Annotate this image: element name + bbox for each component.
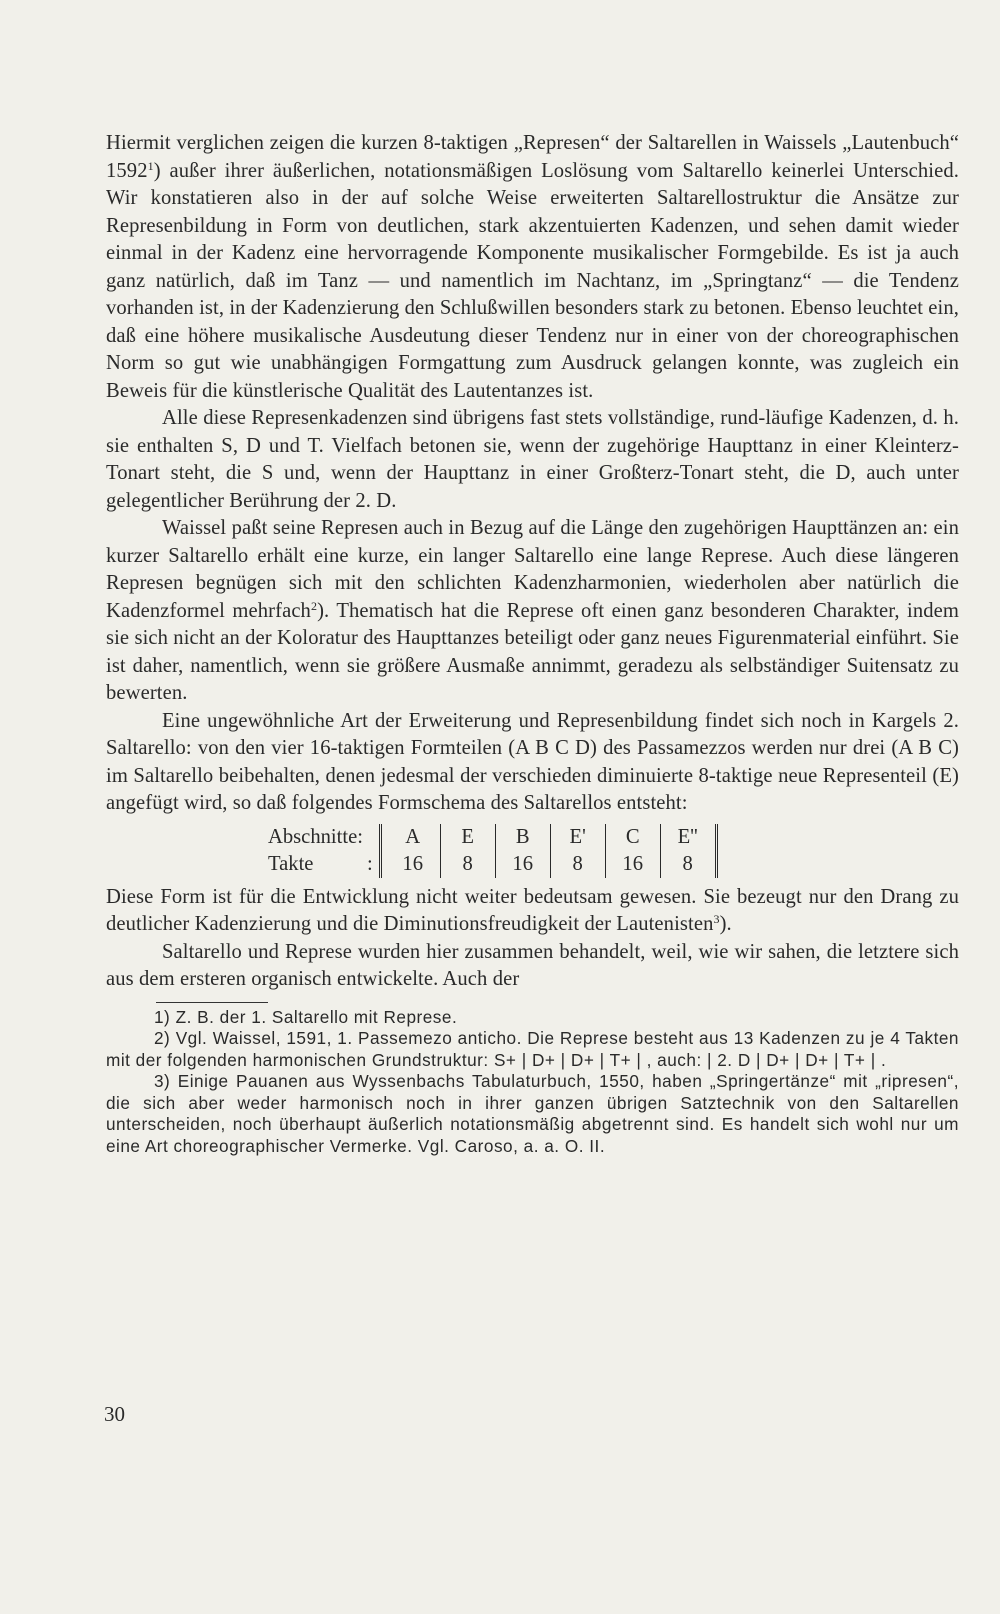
table-row-bars bbox=[268, 851, 716, 878]
paragraph-3-start: Waissel paßt seine Represen auch in Bezug auf die Länge den zugehörigen Haupttänzen an: ein kurzer Saltarello erhält eine kurze, ein langer Saltarello eine lange Represe. Auch diese längeren Represen begnügen sich mit den schlichten Kadenzharmonien, wiederholen aber natürlich die Kadenzformel mehrfach bbox=[106, 517, 959, 622]
footnote-ref-3: 3 bbox=[713, 912, 720, 926]
section-cell: E'' bbox=[660, 824, 716, 851]
footnote-ref-1: 1 bbox=[147, 158, 154, 173]
bars-cell: 8 bbox=[440, 851, 495, 878]
bars-cell: 16 bbox=[495, 851, 550, 878]
section-cell: E bbox=[440, 824, 495, 851]
table-row-sections bbox=[268, 824, 716, 851]
paragraph-1-start: Hiermit verglichen zeigen die kurzen 8-taktigen „Represen“ der Saltarellen in Waissels „Lautenbuch“ 1592 bbox=[106, 132, 959, 182]
paragraph-3 bbox=[106, 515, 959, 708]
footnote-2-text: Vgl. Waissel, 1591, 1. Passemezo anticho. Die Represe besteht aus 13 Kadenzen zu je 4 Takten mit der folgenden harmonischen Grundstruktur: S+ | D+ | D+ | T+ | , auch: | 2. D | D+ | D+ | T+ | . bbox=[106, 1028, 959, 1070]
row-colon: : bbox=[366, 852, 373, 875]
main-text bbox=[106, 130, 959, 1157]
bars-cell: 16 bbox=[605, 851, 660, 878]
bars-cell: 16 bbox=[386, 851, 441, 878]
page-number: 30 bbox=[104, 1402, 125, 1426]
paragraph-2: Alle diese Represenkadenzen sind übrigens fast stets vollständige, rund-läufige Kadenzen, d. h. sie enthalten S, D und T. Vielfach betonen sie, wenn der zugehörige Haupttanz in einer Kleinterz-Tonart steht, die S und, wenn der Haupttanz in einer Großterz-Tonart steht, die D, auch unter gelegentlicher Berührung der 2. D. bbox=[106, 407, 959, 512]
footnote-divider bbox=[156, 1002, 268, 1003]
footnote-2 bbox=[106, 1028, 959, 1071]
paragraph-6: Saltarello und Represe wurden hier zusammen behandelt, weil, wie wir sahen, die letztere sich aus dem ersteren organisch entwickelte. Auch der bbox=[106, 940, 959, 990]
footnote-1-number: 1) bbox=[154, 1006, 171, 1027]
paragraph-4: Eine ungewöhnliche Art der Erweiterung und Represenbildung findet sich noch in Kargels 2. Saltarello: von den vier 16-taktigen Formteilen (A B C D) des Passamezzos werden nur drei (A B C) im Saltarello beibehalten, denen jedesmal der verschieden diminuierte 8-taktige neue Representeil (E) angefügt wird, so daß folgendes Formschema des Saltarellos entsteht: bbox=[106, 709, 959, 814]
row-label-sections: Abschnitte: bbox=[268, 825, 363, 848]
footnote-1 bbox=[106, 1007, 959, 1029]
bars-cell: 8 bbox=[660, 851, 716, 878]
paragraph-1-rest: ) außer ihrer äußerlichen, notationsmäßigen Loslösung vom Saltarello keinerlei Unterschied. Wir konstatieren also in der auf solche Weise erweiterten Saltarellostruktur die Ansätze zur Represenbildung in Form von deutlichen, stark akzentuierten Kadenzen, und sehen damit wieder einmal in der Kadenz eine hervorragende Komponente musikalischer Formgebilde. Es ist ja auch ganz natürlich, daß im Tanz — und namentlich im Nachtanz, im „Springtanz“ — die Tendenz vorhanden ist, in der Kadenzierung den Schlußwillen besonders stark zu betonen. Ebenso leuchtet ein, daß eine höhere musikalische Ausdeutung dieser Tendenz nur in einer von der choreographischen Norm so gut wie unabhängigen Formgattung zum Ausdruck gelangen konnte, was zugleich ein Beweis für die künstlerische Qualität des Lautentanzes ist. bbox=[106, 159, 959, 402]
footnote-ref-2: 2 bbox=[310, 598, 318, 613]
paragraph-5-rest: ). bbox=[719, 913, 732, 935]
section-cell: C bbox=[605, 824, 660, 851]
paragraph-1 bbox=[106, 130, 959, 405]
bars-cell: 8 bbox=[550, 851, 605, 878]
form-schema-table bbox=[268, 824, 718, 878]
colon-spacer bbox=[363, 824, 380, 851]
footnote-3-text: Einige Pauanen aus Wyssenbachs Tabulaturbuch, 1550, haben „Springertänze“ mit „ripresen“, die sich aber weder harmonisch noch in ihrer ganzen übrigen Satztechnik von den Saltarellen unterscheiden, noch überhaupt äußerlich notationsmäßig abgetrennt sind. Es handelt sich wohl nur um eine Art choreographischer Vermerke. Vgl. Caroso, a. a. O. II. bbox=[106, 1071, 959, 1156]
section-cell: B bbox=[495, 824, 550, 851]
paragraph-5-start: Diese Form ist für die Entwicklung nicht weiter bedeutsam gewesen. Sie bezeugt nur den Drang zu deutlicher Kadenzierung und die Diminutionsfreudigkeit der Lautenisten bbox=[106, 885, 959, 935]
footnote-1-text: Z. B. der 1. Saltarello mit Represe. bbox=[175, 1006, 458, 1027]
footnote-3 bbox=[106, 1071, 959, 1157]
paragraph-3-rest: ). Thematisch hat die Represe oft einen ganz besonderen Charakter, indem sie sich nicht an der Koloratur des Haupttanzes beteiligt oder ganz neues Figurenmaterial einführt. Sie ist daher, namentlich, wenn sie größere Ausmaße annimmt, geradezu als selbständiger Suitensatz zu bewerten. bbox=[106, 599, 959, 704]
paragraph-5 bbox=[106, 884, 959, 939]
row-label-bars: Takte bbox=[268, 852, 314, 875]
footnote-2-number: 2) bbox=[154, 1028, 171, 1048]
section-cell: E' bbox=[550, 824, 605, 851]
footnote-3-number: 3) bbox=[154, 1071, 171, 1091]
section-cell: A bbox=[386, 824, 441, 851]
